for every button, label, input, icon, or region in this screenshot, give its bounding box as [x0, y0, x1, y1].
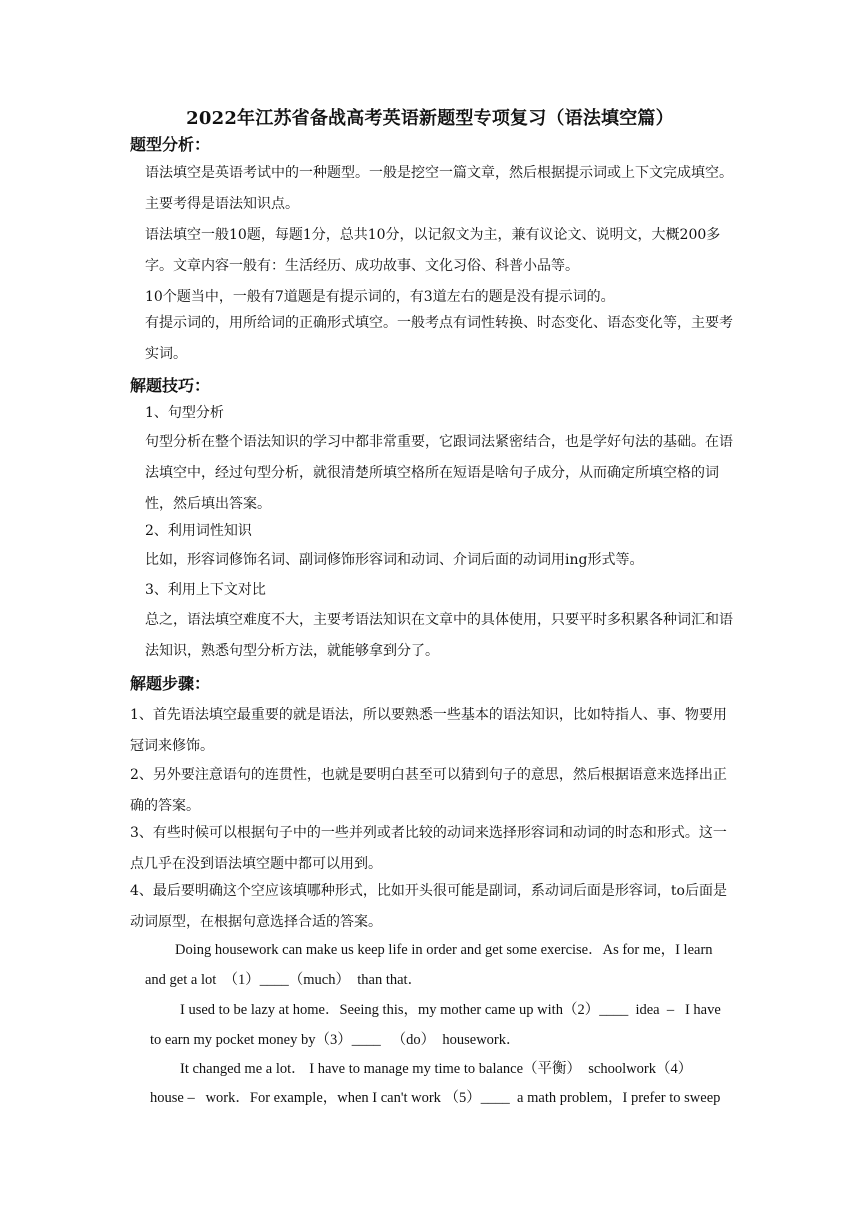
analysis-paragraph: 有提示词的，用所给词的正确形式填空。一般考点有词性转换、时态变化、语态变化等，主要考实词。	[145, 315, 733, 362]
tips-paragraph: 总之，语法填空难度不大，主要考语法知识在文章中的具体使用，只要平时多积累各种词汇和语法知识，熟悉句型分析方法，就能够拿到分了。	[145, 612, 733, 659]
steps-paragraph: 1、首先语法填空最重要的就是语法，所以要熟悉一些基本的语法知识，比如特指人、事、物要用冠词来修饰。	[130, 707, 727, 754]
passage-line: to earn my pocket money by（3）____ （do） housework．	[150, 1032, 521, 1048]
section-heading-steps: 解题步骤：	[130, 674, 211, 693]
steps-paragraph: 2、另外要注意语句的连贯性，也就是要明白甚至可以猜到句子的意思，然后根据语意来选择出正确的答案。	[130, 767, 727, 814]
tips-paragraph: 3、利用上下文对比	[145, 582, 266, 598]
tips-paragraph: 句型分析在整个语法知识的学习中都非常重要，它跟词法紧密结合，也是学好句法的基础。在语法填空中，经过句型分析，就很清楚所填空格所在短语是啥句子成分，从而确定所填空格的词性，然后填出答案。	[145, 434, 733, 512]
passage-line: and get a lot （1）____（much） than that．	[145, 972, 423, 988]
section-heading-tips: 解题技巧：	[130, 376, 211, 395]
steps-paragraph: 3、有些时候可以根据句子中的一些并列或者比较的动词来选择形容词和动词的时态和形式。这一点几乎在没到语法填空题中都可以用到。	[130, 825, 727, 872]
page-title: 2022年江苏省备战高考英语新题型专项复习（语法填空篇）	[186, 108, 674, 129]
tips-paragraph: 2、利用词性知识	[145, 523, 252, 539]
passage-line: house – work．For example，when I can't work （5）____ a math problem，I prefer to sweep	[150, 1090, 721, 1106]
passage-line: Doing housework can make us keep life in order and get some exercise．As for me，I learn	[175, 942, 713, 958]
passage-line: I used to be lazy at home．Seeing this，my mother came up with（2）____ idea – I have	[180, 1002, 721, 1018]
tips-paragraph: 比如，形容词修饰名词、副词修饰形容词和动词、介词后面的动词用ing形式等。	[145, 552, 644, 568]
analysis-paragraph: 语法填空一般10题，每题1分，总共10分，以记叙文为主，兼有议论文、说明文，大概200多字。文章内容一般有：生活经历、成功故事、文化习俗、科普小品等。	[145, 227, 721, 274]
analysis-paragraph: 语法填空是英语考试中的一种题型。一般是挖空一篇文章，然后根据提示词或上下文完成填空。主要考得是语法知识点。	[145, 165, 733, 212]
tips-paragraph: 1、句型分析	[145, 405, 224, 421]
analysis-paragraph: 10个题当中，一般有7道题是有提示词的，有3道左右的题是没有提示词的。	[145, 289, 615, 305]
section-heading-analysis: 题型分析：	[130, 135, 211, 154]
steps-paragraph: 4、最后要明确这个空应该填哪种形式，比如开头很可能是副词，系动词后面是形容词，to后面是动词原型，在根据句意选择合适的答案。	[130, 883, 727, 930]
passage-line: It changed me a lot． I have to manage my time to balance（平衡） schoolwork（4）	[180, 1061, 693, 1077]
